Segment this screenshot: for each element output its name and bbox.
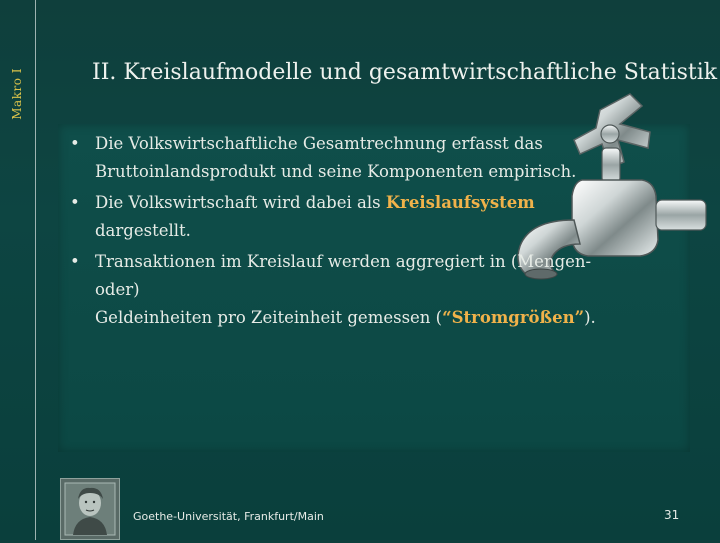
highlight-term: Kreislaufsystem	[385, 193, 535, 212]
bullet-text: Bruttoinlandsprodukt und seine Komponenten empirisch.	[95, 162, 577, 181]
bullet-text: dargestellt.	[95, 221, 191, 240]
course-label-text: Makro I	[10, 68, 24, 120]
goethe-portrait-logo	[60, 478, 120, 540]
highlight-term: “Stromgrößen”	[442, 308, 585, 327]
bullet-text: ).	[584, 308, 596, 327]
portrait-icon	[61, 479, 119, 539]
slide-title: II. Kreislaufmodelle und gesamtwirtschaftliche Statistik	[92, 60, 718, 85]
bullet-text: Geldeinheiten pro Zeiteinheit gemessen (	[95, 308, 443, 327]
bullet-text: Transaktionen im Kreislauf werden aggregiert in (Mengen- oder)	[95, 252, 592, 299]
bullet-text: Die Volkswirtschaftliche Gesamtrechnung erfasst das	[95, 134, 543, 153]
bullet-item	[70, 189, 630, 245]
bullet-dot: •	[70, 252, 80, 271]
course-label	[2, 0, 32, 120]
footer-institution: Goethe-Universität, Frankfurt/Main	[133, 510, 324, 523]
bullet-item	[70, 130, 630, 186]
bullet-dot: •	[70, 193, 80, 212]
bullet-text: Die Volkswirtschaft wird dabei als	[95, 193, 386, 212]
bullet-dot: •	[70, 134, 80, 153]
bullet-item	[70, 248, 630, 332]
page-number: 31	[664, 508, 680, 522]
side-divider	[35, 0, 36, 540]
bullet-list	[70, 130, 630, 335]
